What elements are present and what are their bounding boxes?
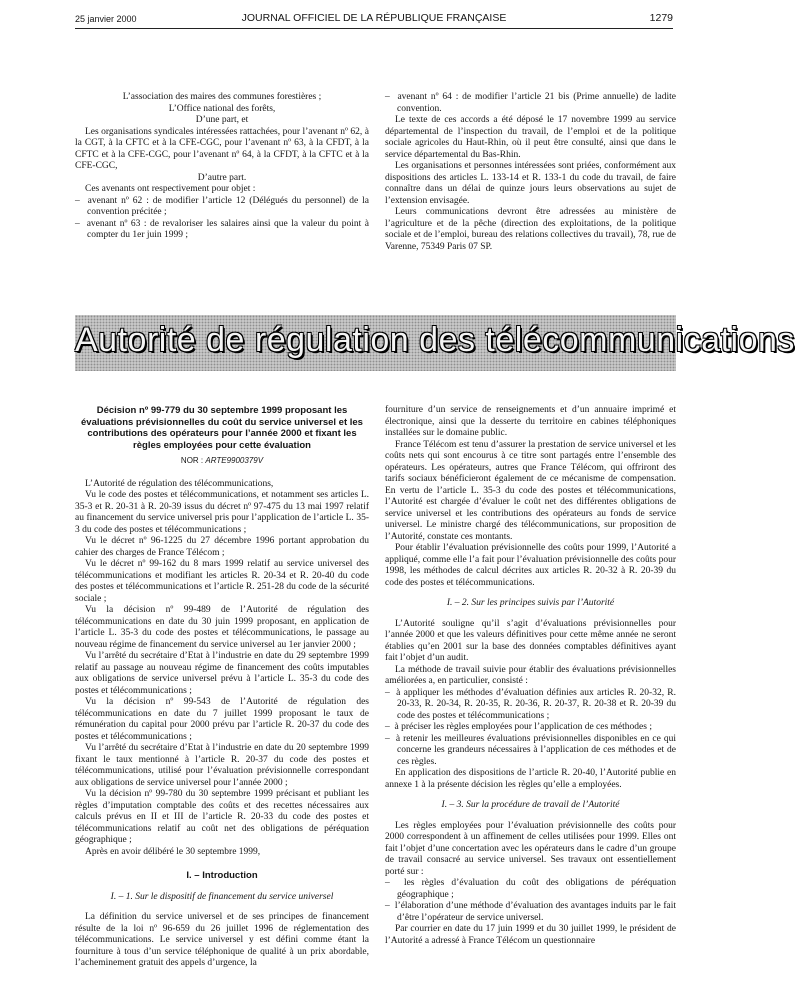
- banner-title: Autorité de régulation des télécommunications: [75, 321, 795, 359]
- centered-line: D’autre part.: [197, 172, 247, 183]
- page-number: 1279: [649, 12, 673, 24]
- paragraph: France Télécom est tenu d’assurer la prestation de service universel et les coûts nets qui sont encourus à ce titre sont partagés entre l’ensemble des opérateurs. Les opérateurs, autres que France Télécom, qui offriront des tarifs sociaux bénéficieront également de ce mécanisme de compensation. En vertu de l’article L. 35-3 du code des postes et télécommunications, l’Autorité est chargée d’évaluer le coût net des différentes obligations de service universel et les contributions des opérateurs au fonds de service universel. Le ministre chargé des télécommunications, sur proposition de l’Autorité, constate ces montants.: [385, 439, 676, 542]
- paragraph: Vu la décision nº 99-780 du 30 septembre 1999 précisant et publiant les règles d’imputation comptable des coûts et des recettes nécessaires aux calculs prévus en II et III de l’article R. 20-33 du code des postes et télécommunications relatif au coût net des obligations de péréquation géographique ;: [75, 789, 369, 845]
- page-header: [75, 10, 673, 26]
- paragraph: Les organisations syndicales intéressées rattachées, pour l’avenant nº 62, à la CGT, à la CFTC et à la CFE-CGC, pour l’avenant nº 63, à la CFDT, à la CFTC et à la CFE-CGC, pour l’avenant nº 64, à la CFDT, à la CFTC et à la CFE-CGC,: [75, 126, 369, 171]
- nor-code: ARTE9900379V: [205, 456, 264, 465]
- paragraph: La définition du service universel et de ses principes de financement résulte de la loi nº 96-659 du 26 juillet 1996 de réglementation des télécommunications. Le service universel y est défini comme étant la fourniture à tous d’un service téléphonique de qualité à un prix abordable, l’acheminement gratuit des appels d’urgence, la: [75, 912, 369, 968]
- nor-reference: [75, 455, 369, 467]
- journal-title: JOURNAL OFFICIEL DE LA RÉPUBLIQUE FRANÇAISE: [241, 12, 507, 24]
- nor-label: NOR :: [180, 456, 204, 465]
- header-date: 25 janvier 2000: [75, 14, 137, 24]
- list-item: – avenant nº 62 : de modifier l’article 12 (Délégués du personnel) de la convention précitée ;: [75, 196, 369, 219]
- centered-line: L’Office national des forêts,: [168, 103, 276, 114]
- paragraph: Par courrier en date du 17 juin 1999 et du 30 juillet 1999, le président de l’Autorité a adressé à France Télécom un questionnaire: [385, 924, 676, 946]
- paragraph: Vu la décision nº 99-543 de l’Autorité de régulation des télécommunications en date du 7 juillet 1999 proposant le taux de rémunération du capital pour 2000 prévu par l’article R. 20-37 du code des postes et télécommunications ;: [75, 697, 369, 742]
- bottom-right-column: [385, 405, 676, 947]
- paragraph: En application des dispositions de l’article R. 20-40, l’Autorité publie en annexe 1 à la présente décision les règles qu’elle a employées.: [385, 768, 676, 790]
- section-heading-text: I. – Introduction: [186, 870, 258, 881]
- paragraph: Les règles employées pour l’évaluation prévisionnelle des coûts pour 2000 correspondent à un affinement de celles utilisées pour 1999. Elles ont fait l’objet d’une concertation avec les opérateurs dans le cadre d’un groupe de travail consacré au service universel. Ses travaux ont essentiellement porté sur :: [385, 820, 676, 877]
- list-item: – à appliquer les méthodes d’évaluation définies aux articles R. 20-32, R. 20-33, R. 20-34, R. 20-35, R. 20-36, R. 20-37, R. 20-38 et R. 20-39 du code des postes et télécommunications ;: [385, 688, 676, 723]
- subsection-heading: I. – 3. Sur la procédure de travail de l’Autorité: [441, 800, 620, 810]
- paragraph: Vu le code des postes et télécommunications, et notamment ses articles L. 35-3 et R. 20-31 à R. 20-39 issus du décret nº 97-475 du 13 mai 1997 relatif au financement du service universel pris pour l’application de l’article L. 35-3 du code des postes et télécommunications ;: [75, 490, 369, 535]
- list-item: – les règles d’évaluation du coût des obligations de péréquation géographique ;: [385, 878, 676, 901]
- centered-line: D’une part, et: [195, 115, 249, 125]
- list-item: – l’élaboration d’une méthode d’évaluation des avantages induits par le fait d’être l’opérateur de service universel.: [385, 901, 676, 924]
- subsection-heading: I. – 2. Sur les principes suivis par l’Autorité: [446, 598, 615, 608]
- paragraph: Ces avenants ont respectivement pour objet :: [85, 184, 256, 194]
- decision-body-left: [75, 479, 369, 970]
- bottom-left-column: [75, 405, 369, 970]
- paragraph: Vu la décision nº 99-489 de l’Autorité de régulation des télécommunications en date du 30 juin 1999 proposant, en application de l’article L. 35-3 du code des postes et télécommunications, le passage au nouveau régime de financement du service universel au 1er janvier 2000 ;: [75, 605, 369, 650]
- paragraph: Après en avoir délibéré le 30 septembre 1999,: [85, 846, 261, 857]
- top-left-column: [75, 92, 369, 242]
- list-item: – avenant nº 63 : de revaloriser les salaires ainsi que la valeur du point à compter du 1er juin 1999 ;: [75, 219, 369, 242]
- paragraph: Les organisations et personnes intéressées sont priées, conformément aux dispositions des articles L. 133-14 et R. 133-1 du code du travail, de faire connaître dans un délai de quinze jours leurs observations au sujet de l’extension envisagée.: [385, 161, 676, 206]
- paragraph: Leurs communications devront être adressées au ministère de l’agriculture et de la pêche (direction des exploitations, de la politique sociale et de l’emploi, bureau des relations collectives du travail), 78, rue de Varenne, 75349 Paris 07 SP.: [385, 207, 676, 252]
- centered-line: L’association des maires des communes forestières ;: [122, 92, 322, 102]
- section-banner: [75, 315, 795, 371]
- paragraph: Le texte de ces accords a été déposé le 17 novembre 1999 au service départemental de l’inspection du travail, de l’emploi et de la politique sociale agricoles du Haut-Rhin, où il peut être consulté, ainsi que dans le service départemental du Bas-Rhin.: [385, 115, 676, 160]
- list-item: – avenant nº 64 : de modifier l’article 21 bis (Prime annuelle) de ladite convention.: [385, 92, 676, 115]
- paragraph: L’Autorité souligne qu’il s’agit d’évaluations prévisionnelles pour l’année 2000 et que les valeurs définitives pour cette même année ne seront établies qu’en 2001 sur la base des données comptables définitives ayant fait l’objet d’un audit.: [385, 618, 676, 663]
- paragraph: Pour établir l’évaluation prévisionnelle des coûts pour 1999, l’Autorité a appliqué, comme elle l’a fait pour l’évaluation prévisionnelle des coûts pour 1998, les méthodes de calcul décrites aux articles R. 20-32 à R. 20-39 du code des postes et télécommunications.: [385, 543, 676, 588]
- paragraph: L’Autorité de régulation des télécommunications,: [85, 478, 274, 489]
- decision-title: Décision nº 99-779 du 30 septembre 1999 proposant les évaluations prévisionnelles du coût du service universel et les contributions des opérateurs pour l’année 2000 et fixant les règles employées pour cette évaluation: [81, 405, 363, 451]
- header-rule: [75, 28, 673, 29]
- list-item: – à retenir les meilleures évaluations prévisionnelles disponibles en ce qui concerne les grandeurs nécessaires à l’application de ces méthodes et de ces règles.: [385, 734, 676, 769]
- paragraph: fourniture d’un service de renseignements et d’un annuaire imprimé et électronique, ainsi que la desserte du territoire en cabines téléphoniques installées sur le domaine public.: [385, 405, 676, 438]
- paragraph: Vu l’arrêté du secrétaire d’Etat à l’industrie en date du 20 septembre 1999 fixant le taux mentionné à l’article R. 20-37 du code des postes et télécommunications, utilisé pour l’évaluation prévisionnelle correspondant aux obligations de service universel pour l’année 2000 ;: [75, 743, 369, 788]
- paragraph: La méthode de travail suivie pour établir des évaluations prévisionnelles améliorées a, en particulier, consisté :: [385, 664, 676, 686]
- subsection-heading: I. – 1. Sur le dispositif de financement du service universel: [110, 891, 334, 902]
- paragraph: Vu l’arrêté du secrétaire d’Etat à l’industrie en date du 29 septembre 1999 relatif au passage au nouveau régime de financement des coûts imputables aux obligations de service universel prévu à l’article L. 35-3 du code des postes et télécommunications ;: [75, 651, 369, 696]
- paragraph: Vu le décret nº 96-1225 du 27 décembre 1996 portant approbation du cahier des charges de France Télécom ;: [75, 536, 369, 558]
- top-right-column: [385, 92, 676, 253]
- section-heading: [75, 870, 369, 883]
- paragraph: Vu le décret nº 99-162 du 8 mars 1999 relatif au service universel des télécommunications et modifiant les articles R. 20-34 et R. 20-40 du code des postes et télécommunications et l’article R. 251-28 du code de la sécurité sociale ;: [75, 559, 369, 604]
- list-item: – à préciser les règles employées pour l’application de ces méthodes ;: [385, 722, 676, 734]
